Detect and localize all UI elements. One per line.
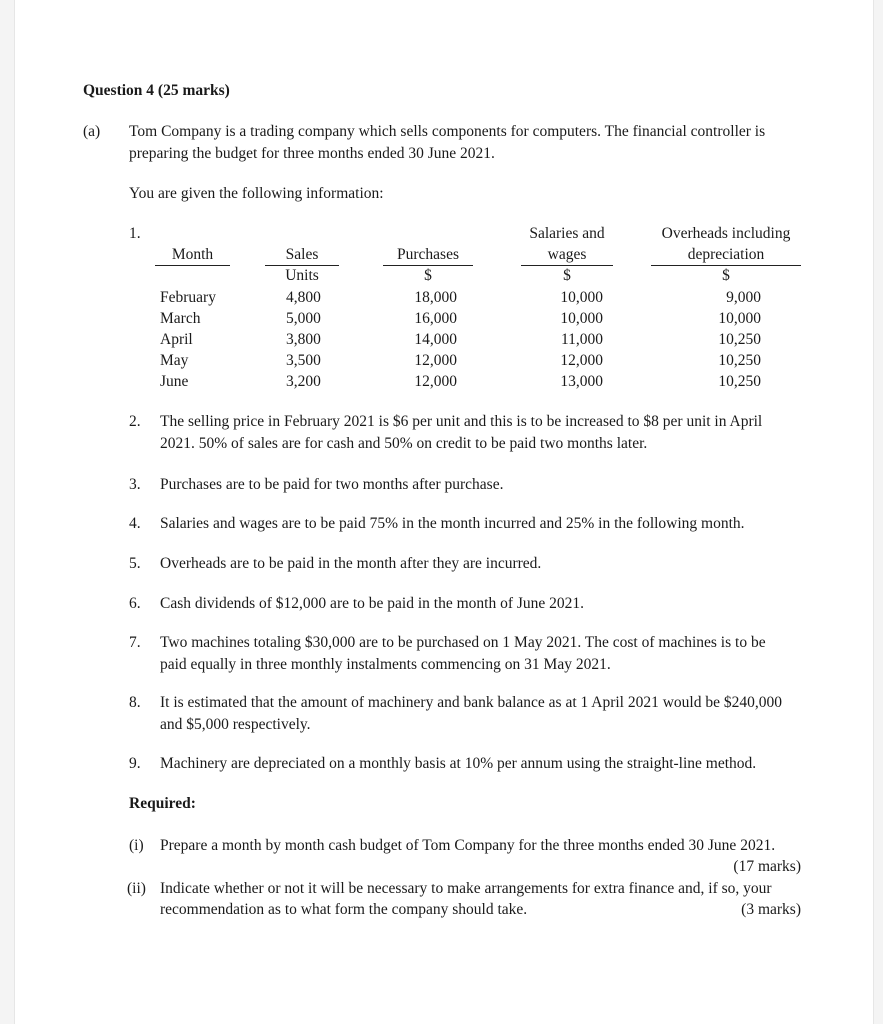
item-3-number: 3. xyxy=(129,476,141,493)
table-cell-salaries: 11,000 xyxy=(560,331,603,348)
item-5-text: Overheads are to be paid in the month after they are incurred. xyxy=(160,555,542,572)
table-cell-month: February xyxy=(160,289,216,306)
header-overheads-unit: $ xyxy=(722,267,730,284)
table-cell-sales: 5,000 xyxy=(286,310,321,327)
table-cell-month: June xyxy=(160,373,189,390)
item-8-number: 8. xyxy=(129,694,141,711)
header-overheads-bottom: depreciation xyxy=(687,246,765,263)
header-salaries-unit: $ xyxy=(563,267,571,284)
question-title: Question 4 (25 marks) xyxy=(83,82,230,99)
table-cell-salaries: 13,000 xyxy=(560,373,603,390)
document-page xyxy=(14,0,874,1024)
item-2-number: 2. xyxy=(129,413,141,430)
required-ii-number: (ii) xyxy=(127,880,146,897)
table-cell-month: April xyxy=(160,331,193,348)
header-salaries-bottom: wages xyxy=(547,246,587,263)
required-ii-marks: (3 marks) xyxy=(741,901,801,918)
item-4-text: Salaries and wages are to be paid 75% in the month incurred and 25% in the following month. xyxy=(160,515,745,532)
table-cell-overheads: 10,000 xyxy=(718,310,761,327)
header-sales-unit: Units xyxy=(285,267,319,284)
given-text: You are given the following information: xyxy=(129,185,384,202)
table-cell-purchases: 12,000 xyxy=(414,373,457,390)
item-7-line-2: paid equally in three monthly instalments commencing on 31 May 2021. xyxy=(160,656,611,673)
part-a-label: (a) xyxy=(83,123,101,140)
header-rule-month xyxy=(155,265,230,266)
item-9-text: Machinery are depreciated on a monthly basis at 10% per annum using the straight-line method. xyxy=(160,755,757,772)
item-5-number: 5. xyxy=(129,555,141,572)
item-8-line-2: and $5,000 respectively. xyxy=(160,716,311,733)
table-cell-month: March xyxy=(160,310,201,327)
item-2-line-2: 2021. 50% of sales are for cash and 50% on credit to be paid two months later. xyxy=(160,435,648,452)
required-ii-line-2: recommendation as to what form the company should take. xyxy=(160,901,528,918)
required-i-marks: (17 marks) xyxy=(733,858,801,875)
item-3-text: Purchases are to be paid for two months after purchase. xyxy=(160,476,504,493)
item-6-text: Cash dividends of $12,000 are to be paid in the month of June 2021. xyxy=(160,595,585,612)
item-9-number: 9. xyxy=(129,755,141,772)
table-cell-sales: 3,500 xyxy=(286,352,321,369)
required-i-number: (i) xyxy=(129,837,144,854)
header-month: Month xyxy=(171,246,214,263)
table-cell-overheads: 10,250 xyxy=(718,352,761,369)
item-4-number: 4. xyxy=(129,515,141,532)
table-cell-sales: 3,200 xyxy=(286,373,321,390)
item-6-number: 6. xyxy=(129,595,141,612)
table-cell-overheads: 10,250 xyxy=(718,331,761,348)
header-purchases-unit: $ xyxy=(424,267,432,284)
item-7-number: 7. xyxy=(129,634,141,651)
table-cell-sales: 4,800 xyxy=(286,289,321,306)
required-heading: Required: xyxy=(129,795,196,812)
table-cell-salaries: 10,000 xyxy=(560,289,603,306)
table-cell-purchases: 14,000 xyxy=(414,331,457,348)
required-i-text: Prepare a month by month cash budget of Tom Company for the three months ended 30 June 2021. xyxy=(160,837,776,854)
table-cell-purchases: 12,000 xyxy=(414,352,457,369)
required-ii-line-1: Indicate whether or not it will be necessary to make arrangements for extra finance and, if so, your xyxy=(160,880,772,897)
header-sales: Sales xyxy=(285,246,319,263)
item-2-line-1: The selling price in February 2021 is $6 per unit and this is to be increased to $8 per unit in April xyxy=(160,413,763,430)
header-salaries-top: Salaries and xyxy=(529,225,605,242)
table-cell-purchases: 18,000 xyxy=(414,289,457,306)
item-1-number: 1. xyxy=(129,225,141,242)
item-7-line-1: Two machines totaling $30,000 are to be purchased on 1 May 2021. The cost of machines is to be xyxy=(160,634,766,651)
intro-line-2: preparing the budget for three months ended 30 June 2021. xyxy=(129,145,495,162)
header-purchases: Purchases xyxy=(397,246,459,263)
table-cell-salaries: 10,000 xyxy=(560,310,603,327)
table-cell-purchases: 16,000 xyxy=(414,310,457,327)
table-cell-month: May xyxy=(160,352,189,369)
header-overheads-top: Overheads including xyxy=(661,225,791,242)
intro-line-1: Tom Company is a trading company which sells components for computers. The financial controller is xyxy=(129,123,766,140)
table-cell-overheads: 10,250 xyxy=(718,373,761,390)
item-8-line-1: It is estimated that the amount of machinery and bank balance as at 1 April 2021 would be $240,000 xyxy=(160,694,782,711)
table-cell-overheads: 9,000 xyxy=(726,289,761,306)
table-cell-sales: 3,800 xyxy=(286,331,321,348)
table-cell-salaries: 12,000 xyxy=(560,352,603,369)
